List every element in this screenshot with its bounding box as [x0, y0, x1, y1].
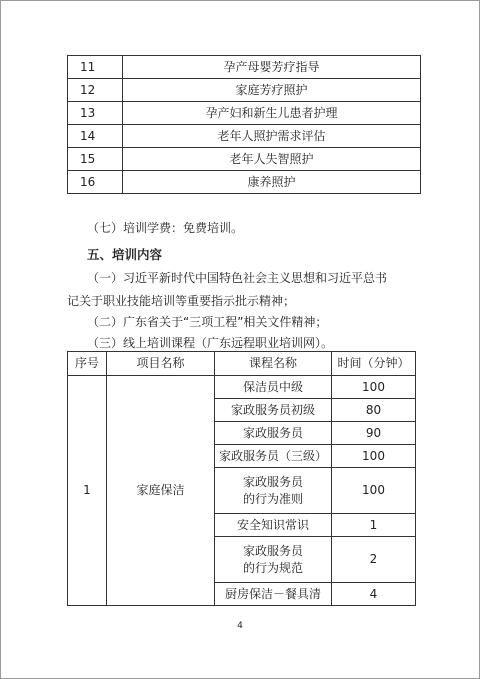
course-line: 的行为准则 [242, 491, 303, 506]
course-cell [215, 468, 332, 514]
time-cell: 100 [332, 445, 416, 468]
time-cell: 1 [332, 514, 416, 537]
fee-paragraph: （七）培训学费：免费培训。 [87, 221, 244, 235]
row-number: 14 [68, 125, 123, 148]
course-cell: 家政服务员（三级） [215, 445, 332, 468]
row-number: 15 [68, 148, 123, 171]
course-cell: 厨房保洁－餐具清 [215, 583, 332, 606]
course-line: 家政服务员 [242, 543, 303, 558]
time-cell: 90 [332, 422, 416, 445]
table-row [68, 56, 421, 79]
course-line: 家政服务员 [242, 474, 303, 489]
time-cell: 80 [332, 399, 416, 422]
course-cell: 家政服务员初级 [215, 399, 332, 422]
header-time: 时间（分钟） [332, 352, 416, 376]
time-cell: 100 [332, 376, 416, 399]
row-text: 老年人照护需求评估 [123, 125, 421, 148]
header-seq: 序号 [68, 352, 107, 376]
course-cell: 安全知识常识 [215, 514, 332, 537]
item3-paragraph: （三）线上培训课程（广东远程职业培训网）。 [87, 336, 334, 350]
table-header-row [68, 352, 416, 376]
course-cell: 家政服务员 [215, 422, 332, 445]
item2-paragraph: （二）广东省关于“三项工程”相关文件精神； [87, 315, 328, 329]
item1-line1: （一）习近平新时代中国特色社会主义思想和习近平总书 [87, 271, 388, 285]
course-cell [215, 537, 332, 583]
project-cell: 家庭保洁 [107, 376, 215, 606]
time-cell: 2 [332, 537, 416, 583]
item1-line2: 记关于职业技能培训等重要指示批示精神； [67, 294, 296, 308]
row-text: 孕产妇和新生儿患者护理 [123, 102, 421, 125]
row-text: 老年人失智照护 [123, 148, 421, 171]
row-number: 11 [68, 56, 123, 79]
table-row [68, 102, 421, 125]
seq-cell: 1 [68, 376, 107, 606]
time-cell: 100 [332, 468, 416, 514]
row-text: 孕产母婴芳疗指导 [123, 56, 421, 79]
course-line: 的行为规范 [242, 560, 303, 575]
time-cell: 4 [332, 583, 416, 606]
row-text: 康养照护 [123, 171, 421, 194]
training-items-table [67, 55, 421, 194]
row-number: 13 [68, 102, 123, 125]
section-title: 五、培训内容 [87, 247, 163, 262]
row-text: 家庭芳疗照护 [123, 79, 421, 102]
table-row [68, 148, 421, 171]
table-row [68, 376, 416, 399]
header-course: 课程名称 [215, 352, 332, 376]
row-number: 12 [68, 79, 123, 102]
table-row [68, 79, 421, 102]
header-project: 项目名称 [107, 352, 215, 376]
course-table [67, 351, 416, 606]
row-number: 16 [68, 171, 123, 194]
table-row [68, 171, 421, 194]
page-number: 4 [237, 621, 243, 631]
table-row [68, 125, 421, 148]
course-cell: 保洁员中级 [215, 376, 332, 399]
